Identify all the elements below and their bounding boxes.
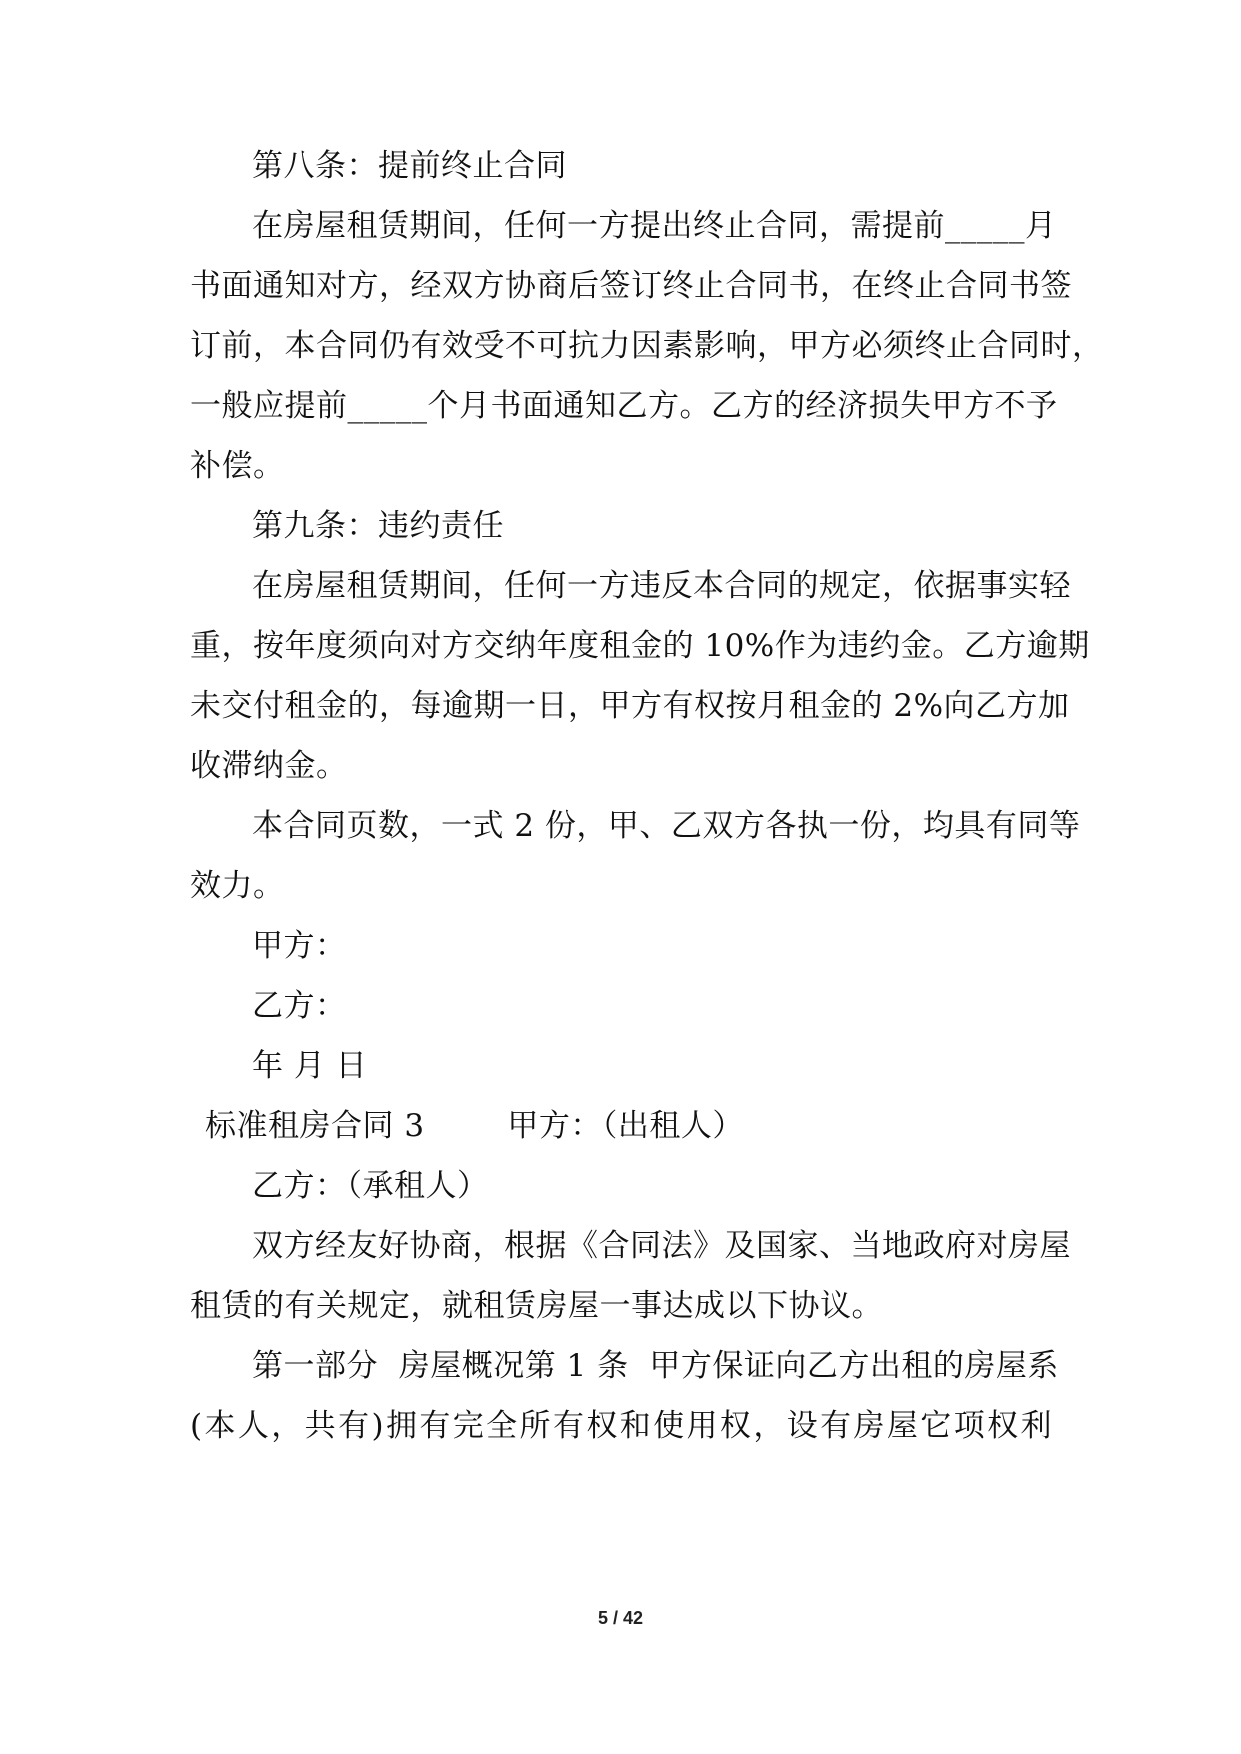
paragraph-line: 重，按年度须向对方交纳年度租金的 10%作为违约金。乙方逾期	[190, 628, 1090, 664]
paragraph-line: 在房屋租赁期间，任何一方提出终止合同，需提前_____月	[252, 208, 1057, 244]
paragraph-line: 补偿。	[190, 448, 285, 484]
paragraph-line: 第一部分 房屋概况第 1 条 甲方保证向乙方出租的房屋系	[252, 1348, 1059, 1384]
paragraph-line: 收滞纳金。	[190, 748, 348, 784]
date-line: 年 月 日	[252, 1048, 368, 1084]
party-a-signature-label: 甲方：	[252, 928, 347, 964]
paragraph-line: 未交付租金的，每逾期一日，甲方有权按月租金的 2%向乙方加	[190, 688, 1070, 724]
paragraph-line: 本合同页数，一式 2 份，甲、乙双方各执一份，均具有同等	[252, 808, 1081, 844]
paragraph-line: (本人，共有)拥有完全所有权和使用权，设有房屋它项权利	[190, 1408, 1052, 1444]
paragraph-line: 一般应提前_____个月书面通知乙方。乙方的经济损失甲方不予	[190, 388, 1058, 424]
party-b-line: 乙方：（承租人）	[252, 1168, 489, 1204]
section-heading-8: 第八条：提前终止合同	[252, 148, 567, 184]
paragraph-line: 效力。	[190, 868, 285, 904]
paragraph-line: 双方经友好协商，根据《合同法》及国家、当地政府对房屋	[252, 1228, 1071, 1264]
paragraph-line: 订前，本合同仍有效受不可抗力因素影响，甲方必须终止合同时，	[190, 328, 1104, 364]
paragraph-line: 在房屋租赁期间，任何一方违反本合同的规定，依据事实轻	[252, 568, 1071, 604]
party-b-signature-label: 乙方：	[252, 988, 347, 1024]
contract-title-line: 标准租房合同 3 甲方：（出租人）	[205, 1108, 744, 1144]
paragraph-line: 书面通知对方，经双方协商后签订终止合同书，在终止合同书签	[190, 268, 1072, 304]
page-number: 5 / 42	[597, 1608, 644, 1628]
paragraph-line: 租赁的有关规定，就租赁房屋一事达成以下协议。	[190, 1288, 883, 1324]
section-heading-9: 第九条：违约责任	[252, 508, 504, 544]
